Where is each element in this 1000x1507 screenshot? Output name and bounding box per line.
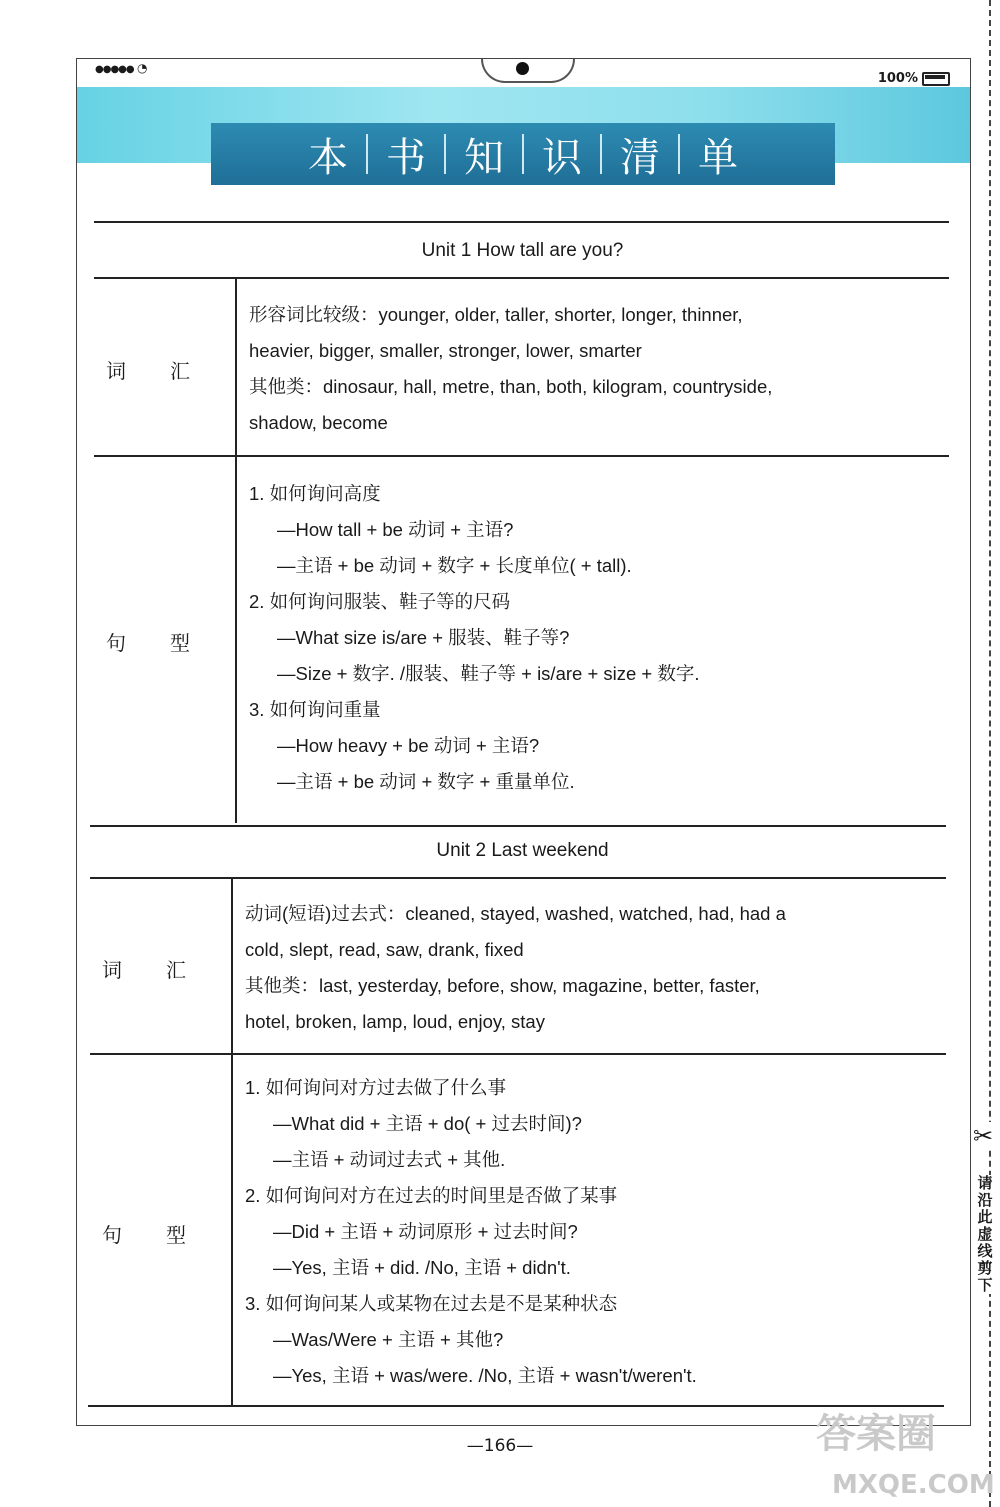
title-char: 清	[620, 134, 660, 181]
pattern-cell	[249, 476, 949, 800]
pattern-line: —Was/Were + 主语 + 其他?	[273, 1329, 504, 1350]
table-rule	[90, 877, 946, 879]
battery-icon	[922, 72, 950, 86]
vocab-line: 动词(短语)过去式：cleaned, stayed, washed, watched, had, had a	[245, 903, 786, 924]
page-title	[211, 123, 835, 185]
pattern-line: 3. 如何询问重量	[249, 699, 381, 720]
category-label: 句型	[102, 1223, 230, 1247]
pattern-line: —Did + 主语 + 动词原形 + 过去时间?	[273, 1221, 578, 1242]
title-char: 书	[386, 134, 426, 181]
title-char: 识	[542, 134, 582, 181]
pattern-line: —Size + 数字. /服装、鞋子等 + is/are + size + 数字.	[277, 663, 700, 684]
pattern-line: —What size is/are + 服装、鞋子等?	[277, 627, 570, 648]
table-rule	[90, 1053, 946, 1055]
pattern-line: —How heavy + be 动词 + 主语?	[277, 735, 540, 756]
pattern-line: —Yes, 主语 + did. /No, 主语 + didn't.	[273, 1257, 571, 1278]
unit-heading: Unit 2 Last weekend	[436, 840, 609, 861]
pattern-line: 2. 如何询问服装、鞋子等的尺码	[249, 591, 511, 612]
pattern-cell	[245, 1070, 945, 1394]
unit-heading: Unit 1 How tall are you?	[421, 240, 624, 261]
title-char: 知	[464, 134, 504, 181]
vocab-line: 形容词比较级：younger, older, taller, shorter, longer, thinner,	[249, 304, 743, 325]
battery-percent: 100%	[877, 71, 918, 86]
camera-icon	[516, 62, 529, 75]
category-label: 词汇	[102, 958, 230, 982]
vocab-line: 其他类：dinosaur, hall, metre, than, both, kilogram, countryside,	[249, 376, 773, 397]
table-rule	[94, 455, 949, 457]
table-rule	[94, 221, 949, 223]
watermark-url: MXQE.COM	[832, 1470, 995, 1500]
pattern-line: —What did + 主语 + do( + 过去时间)?	[273, 1113, 582, 1134]
vocab-cell	[249, 297, 949, 441]
cut-instruction: 请沿此虚线剪下	[974, 1175, 996, 1294]
table-rule	[94, 277, 949, 279]
pattern-line: —How tall + be 动词 + 主语?	[277, 519, 514, 540]
watermark-logo: 答案圈	[816, 1411, 936, 1457]
table-rule	[90, 825, 946, 827]
category-label: 句型	[106, 631, 234, 655]
pattern-line: —主语 + 动词过去式 + 其他.	[273, 1149, 506, 1170]
scissors-icon: ✂	[973, 1122, 994, 1150]
page-number: —166—	[466, 1436, 534, 1456]
vocab-line: heavier, bigger, smaller, stronger, lower, smarter	[249, 340, 642, 361]
table-rule	[88, 1405, 944, 1407]
pattern-line: 2. 如何询问对方在过去的时间里是否做了某事	[245, 1185, 618, 1206]
pattern-line: —主语 + be 动词 + 数字 + 长度单位( + tall).	[277, 555, 632, 576]
pattern-line: 3. 如何询问某人或某物在过去是不是某种状态	[245, 1293, 618, 1314]
pattern-line: —主语 + be 动词 + 数字 + 重量单位.	[277, 771, 575, 792]
pattern-line: 1. 如何询问对方过去做了什么事	[245, 1077, 507, 1098]
vocab-line: 其他类：last, yesterday, before, show, magazine, better, faster,	[245, 975, 760, 996]
vocab-line: cold, slept, read, saw, drank, fixed	[245, 939, 524, 960]
pattern-line: —Yes, 主语 + was/were. /No, 主语 + wasn't/weren't.	[273, 1365, 697, 1386]
signal-icon: ●●●●●	[95, 64, 134, 75]
wifi-icon: ◔	[137, 61, 148, 75]
vocab-line: hotel, broken, lamp, loud, enjoy, stay	[245, 1011, 545, 1032]
vocab-cell	[245, 896, 945, 1040]
title-char: 本	[308, 134, 348, 181]
category-label: 词汇	[106, 359, 234, 383]
vocab-line: shadow, become	[249, 412, 388, 433]
title-char: 单	[698, 134, 738, 181]
pattern-line: 1. 如何询问高度	[249, 483, 381, 504]
